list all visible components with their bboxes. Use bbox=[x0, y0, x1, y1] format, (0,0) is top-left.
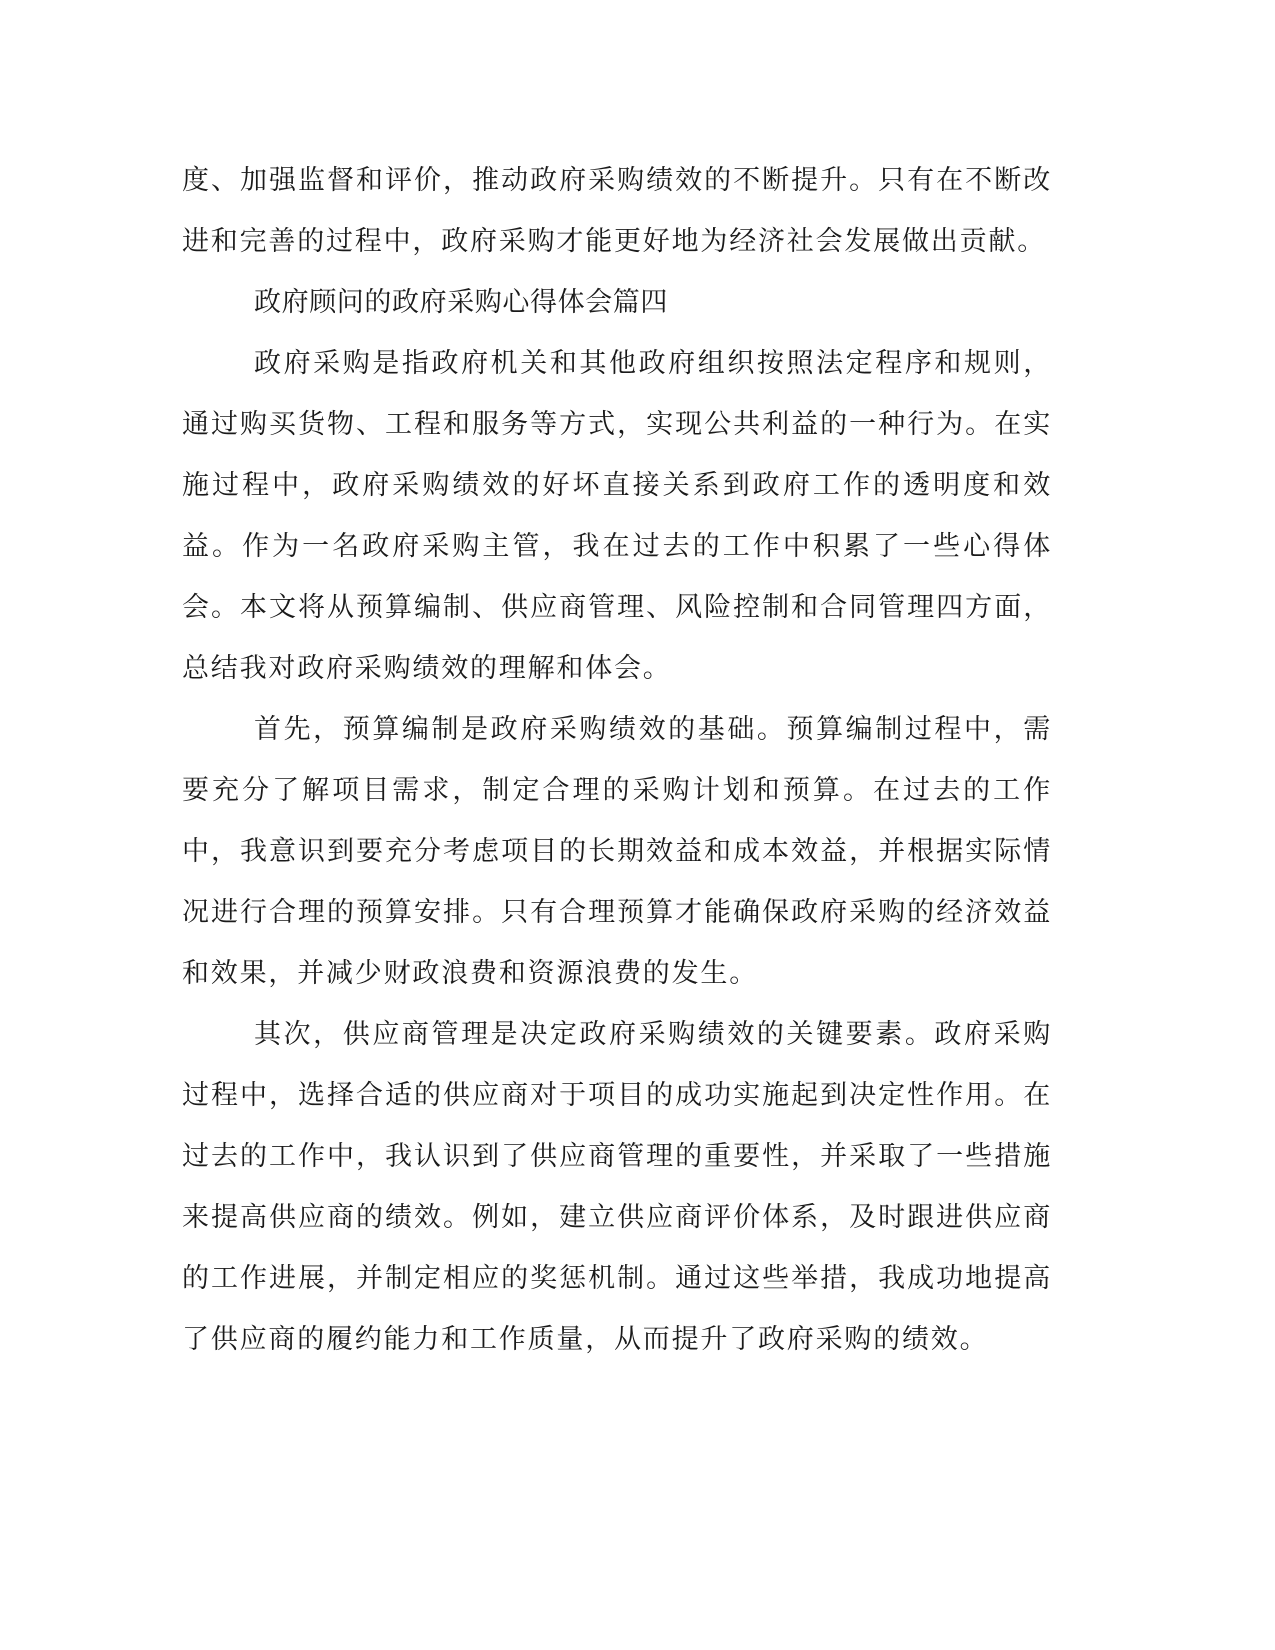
paragraph-budget: 首先，预算编制是政府采购绩效的基础。预算编制过程中，需要充分了解项目需求，制定合理的采购计划和预算。在过去的工作中，我意识到要充分考虑项目的长期效益和成本效益，并根据实际情况进行合理的预算安排。只有合理预算才能确保政府采购的经济效益和效果，并减少财政浪费和资源浪费的发生。 bbox=[182, 714, 1052, 989]
document-page bbox=[182, 150, 1052, 1370]
section-title: 政府顾问的政府采购心得体会篇四 bbox=[254, 287, 668, 318]
paragraph-intro: 政府采购是指政府机关和其他政府组织按照法定程序和规则，通过购买货物、工程和服务等方式，实现公共利益的一种行为。在实施过程中，政府采购绩效的好坏直接关系到政府工作的透明度和效益。作为一名政府采购主管，我在过去的工作中积累了一些心得体会。本文将从预算编制、供应商管理、风险控制和合同管理四方面，总结我对政府采购绩效的理解和体会。 bbox=[182, 348, 1052, 684]
paragraph-supplier: 其次，供应商管理是决定政府采购绩效的关键要素。政府采购过程中，选择合适的供应商对于项目的成功实施起到决定性作用。在过去的工作中，我认识到了供应商管理的重要性，并采取了一些措施来提高供应商的绩效。例如，建立供应商评价体系，及时跟进供应商的工作进展，并制定相应的奖惩机制。通过这些举措，我成功地提高了供应商的履约能力和工作质量，从而提升了政府采购的绩效。 bbox=[182, 1019, 1052, 1355]
continuation-paragraph: 度、加强监督和评价，推动政府采购绩效的不断提升。只有在不断改进和完善的过程中，政府采购才能更好地为经济社会发展做出贡献。 bbox=[182, 165, 1052, 257]
